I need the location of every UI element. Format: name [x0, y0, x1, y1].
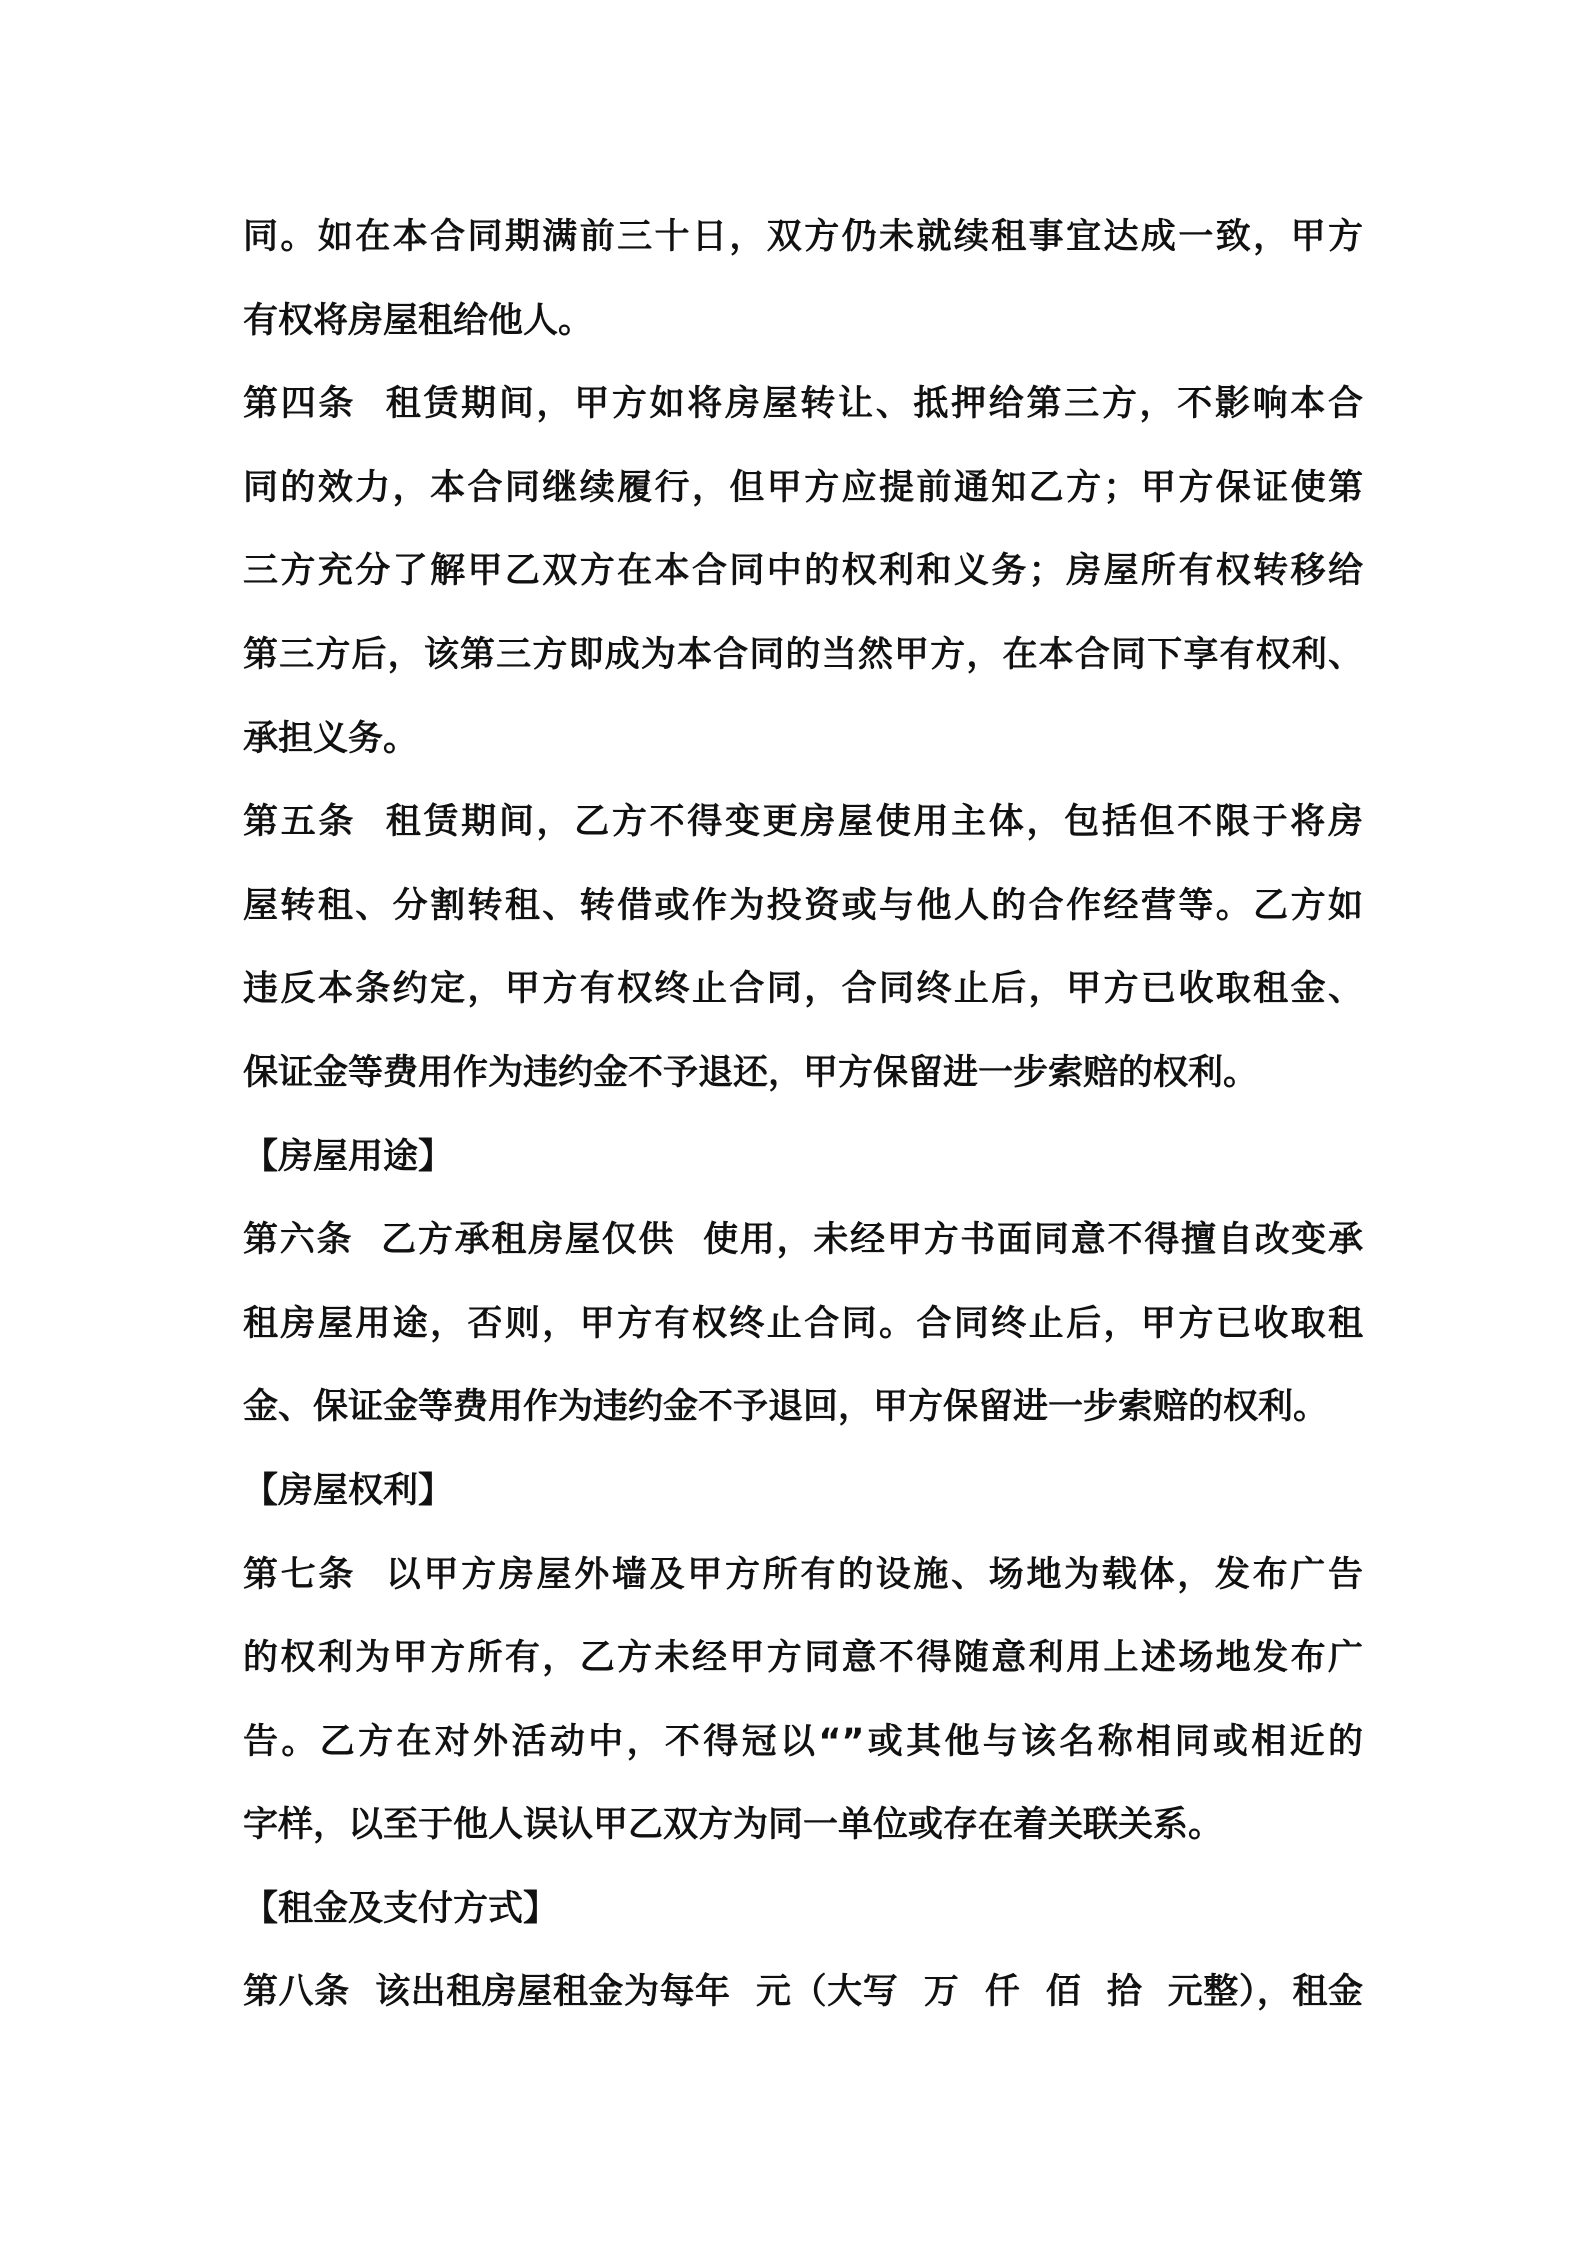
text-line: 承担义务。 [243, 718, 419, 759]
text-line: 第八条 该出租房屋租金为每年 元（大写 万 仟 佰 拾 元整），租金 [243, 1972, 1363, 2013]
text-line: 第六条 乙方承租房屋仅供 使用，未经甲方书面同意不得擅自改变承 [243, 1220, 1363, 1261]
text-line: 租房屋用途，否则，甲方有权终止合同。合同终止后，甲方已收取租 [243, 1303, 1363, 1344]
text-line: 同的效力，本合同继续履行，但甲方应提前通知乙方；甲方保证使第 [243, 467, 1363, 508]
text-line: 的权利为甲方所有，乙方未经甲方同意不得随意利用上述场地发布广 [243, 1638, 1363, 1679]
section-heading-rights: 【房屋权利】 [243, 1470, 454, 1511]
text-line: 违反本条约定，甲方有权终止合同，合同终止后，甲方已收取租金、 [243, 969, 1363, 1010]
text-line: 三方充分了解甲乙双方在本合同中的权利和义务；房屋所有权转移给 [243, 551, 1363, 592]
text-line: 有权将房屋租给他人。 [243, 300, 594, 341]
text-line: 保证金等费用作为违约金不予退还，甲方保留进一步索赔的权利。 [243, 1052, 1259, 1093]
section-heading-usage: 【房屋用途】 [243, 1136, 454, 1177]
contract-text [243, 196, 1363, 2035]
text-line: 第五条 租赁期间，乙方不得变更房屋使用主体，包括但不限于将房 [243, 802, 1363, 843]
text-line: 第七条 以甲方房屋外墙及甲方所有的设施、场地为载体，发布广告 [243, 1554, 1363, 1595]
text-line: 第三方后，该第三方即成为本合同的当然甲方，在本合同下享有权利、 [243, 634, 1363, 675]
section-heading-rent: 【租金及支付方式】 [243, 1888, 559, 1929]
text-line: 第四条 租赁期间，甲方如将房屋转让、抵押给第三方，不影响本合 [243, 384, 1363, 425]
text-line: 金、保证金等费用作为违约金不予退回，甲方保留进一步索赔的权利。 [243, 1387, 1329, 1428]
text-line: 同。如在本合同期满前三十日，双方仍未就续租事宜达成一致，甲方 [243, 217, 1363, 257]
text-line: 字样，以至于他人误认甲乙双方为同一单位或存在着关联关系。 [243, 1805, 1224, 1846]
text-line: 告。乙方在对外活动中，不得冠以“”或其他与该名称相同或相近的 [243, 1721, 1363, 1762]
text-line: 屋转租、分割转租、转借或作为投资或与他人的合作经营等。乙方如 [243, 885, 1363, 926]
